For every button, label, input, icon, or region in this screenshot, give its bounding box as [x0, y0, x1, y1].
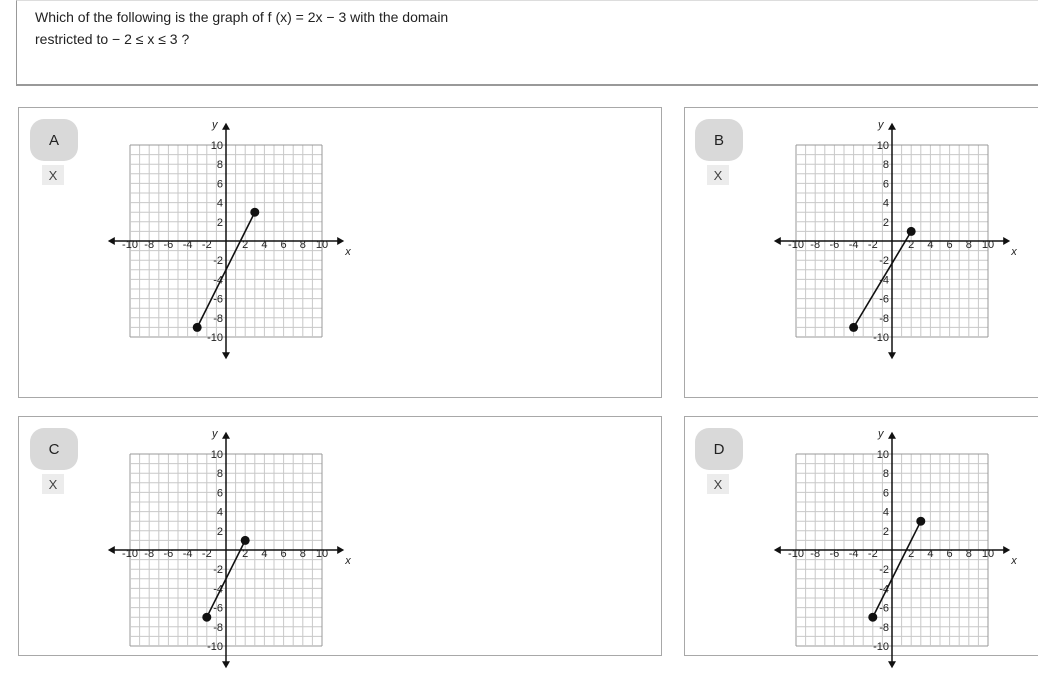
y-tick-label: 2 — [882, 525, 889, 538]
y-tick-label: 10 — [876, 140, 889, 152]
y-tick-label: 4 — [216, 506, 223, 519]
x-tick-label: 10 — [315, 238, 329, 251]
x-tick-label: -4 — [848, 238, 859, 251]
x-axis-label: x — [345, 246, 351, 258]
y-tick-label: -4 — [879, 274, 889, 287]
y-tick-label: 6 — [882, 178, 889, 191]
graph-d — [762, 420, 1022, 680]
y-tick-label: 2 — [216, 525, 223, 538]
x-tick-label: 8 — [965, 547, 972, 560]
y-tick-label: -8 — [213, 621, 223, 634]
x-tick-label: 6 — [946, 238, 953, 251]
y-tick-label: 4 — [882, 506, 889, 519]
y-tick-label: 10 — [876, 449, 889, 461]
y-tick-label: -2 — [213, 255, 223, 268]
x-tick-label: 6 — [280, 238, 287, 251]
x-tick-label: -4 — [182, 238, 193, 251]
axis-arrow — [108, 237, 115, 245]
y-tick-label: -8 — [213, 312, 223, 325]
x-tick-label: 4 — [261, 238, 268, 251]
y-tick-label: -10 — [873, 332, 889, 344]
y-tick-label: 8 — [216, 468, 223, 481]
x-tick-label: 8 — [299, 238, 306, 251]
y-tick-label: 6 — [882, 487, 889, 500]
x-tick-label: -2 — [867, 238, 878, 251]
x-tick-label: -4 — [848, 547, 859, 560]
eliminate-option-b-button[interactable]: X — [707, 165, 729, 185]
graph-c — [96, 420, 356, 680]
y-tick-label: 8 — [882, 468, 889, 481]
y-tick-label: -8 — [879, 312, 889, 325]
y-axis-label: y — [878, 118, 884, 131]
y-tick-label: 2 — [216, 216, 223, 229]
axis-arrow — [774, 546, 781, 554]
y-tick-label: -4 — [213, 274, 223, 287]
axis-arrow — [1003, 546, 1010, 554]
segment-start-point — [193, 323, 202, 332]
y-tick-label: 10 — [210, 449, 223, 461]
y-tick-label: 4 — [216, 197, 223, 210]
x-tick-label: 10 — [315, 547, 329, 560]
x-tick-label: 10 — [981, 238, 995, 251]
x-tick-label: 2 — [242, 547, 249, 560]
x-tick-label: -8 — [144, 547, 155, 560]
axis-arrow — [1003, 237, 1010, 245]
axis-arrow — [888, 123, 896, 130]
y-tick-label: -10 — [873, 641, 889, 653]
question-text-line1: Which of the following is the graph of f (x) = 2x − 3 with the domain — [35, 9, 449, 25]
y-tick-label: -6 — [213, 293, 223, 306]
segment-start-point — [868, 613, 877, 622]
eliminate-option-c-button[interactable]: X — [42, 474, 64, 494]
segment-end-point — [907, 227, 916, 236]
axis-arrow — [774, 237, 781, 245]
y-tick-label: 2 — [882, 216, 889, 229]
axis-arrow — [108, 546, 115, 554]
axis-arrow — [888, 352, 896, 359]
x-axis-label: x — [345, 555, 351, 567]
x-tick-label: -10 — [788, 547, 804, 560]
x-tick-label: -6 — [829, 238, 840, 251]
axis-arrow — [337, 546, 344, 554]
y-tick-label: 6 — [216, 178, 223, 191]
y-tick-label: 8 — [882, 159, 889, 172]
eliminate-option-d-button[interactable]: X — [707, 474, 729, 494]
segment-end-point — [916, 517, 925, 526]
y-tick-label: -10 — [207, 641, 223, 653]
axis-arrow — [222, 352, 230, 359]
x-tick-label: -4 — [182, 547, 193, 560]
y-axis-label: y — [212, 427, 218, 440]
segment-start-point — [202, 613, 211, 622]
x-tick-label: 2 — [908, 238, 915, 251]
x-tick-label: 6 — [280, 547, 287, 560]
axis-arrow — [222, 661, 230, 668]
x-tick-label: 8 — [299, 547, 306, 560]
x-tick-label: 4 — [927, 547, 934, 560]
y-tick-label: -2 — [879, 564, 889, 577]
x-tick-label: -2 — [867, 547, 878, 560]
y-tick-label: -6 — [879, 602, 889, 615]
graph-b — [762, 111, 1022, 371]
axis-arrow — [222, 432, 230, 439]
axis-arrow — [888, 432, 896, 439]
eliminate-option-a-button[interactable]: X — [42, 165, 64, 185]
x-tick-label: -10 — [122, 547, 138, 560]
x-tick-label: 4 — [261, 547, 268, 560]
y-tick-label: -2 — [879, 255, 889, 268]
x-tick-label: 6 — [946, 547, 953, 560]
option-d-button[interactable]: D — [695, 428, 743, 470]
x-tick-label: -6 — [163, 238, 174, 251]
x-tick-label: -8 — [144, 238, 155, 251]
x-tick-label: 2 — [908, 547, 915, 560]
y-tick-label: 4 — [882, 197, 889, 210]
x-tick-label: -2 — [201, 547, 212, 560]
x-tick-label: 10 — [981, 547, 995, 560]
x-tick-label: -10 — [788, 238, 804, 251]
x-tick-label: -6 — [163, 547, 174, 560]
y-axis-label: y — [212, 118, 218, 131]
question-box — [16, 0, 1038, 86]
x-axis-label: x — [1011, 246, 1017, 258]
option-b-button[interactable]: B — [695, 119, 743, 161]
x-tick-label: -6 — [829, 547, 840, 560]
x-axis-label: x — [1011, 555, 1017, 567]
question-text-line2: restricted to − 2 ≤ x ≤ 3 ? — [35, 31, 190, 47]
y-axis-label: y — [878, 427, 884, 440]
x-tick-label: 4 — [927, 238, 934, 251]
option-a-button[interactable]: A — [30, 119, 78, 161]
y-tick-label: -2 — [213, 564, 223, 577]
y-tick-label: -4 — [213, 583, 223, 596]
x-tick-label: -8 — [810, 238, 821, 251]
x-tick-label: -2 — [201, 238, 212, 251]
x-tick-label: -8 — [810, 547, 821, 560]
axis-arrow — [888, 661, 896, 668]
y-tick-label: -10 — [207, 332, 223, 344]
x-tick-label: 2 — [242, 238, 249, 251]
segment-end-point — [250, 208, 259, 217]
y-tick-label: -8 — [879, 621, 889, 634]
segment-end-point — [241, 536, 250, 545]
option-c-button[interactable]: C — [30, 428, 78, 470]
y-tick-label: -6 — [879, 293, 889, 306]
x-tick-label: 8 — [965, 238, 972, 251]
x-tick-label: -10 — [122, 238, 138, 251]
segment-start-point — [849, 323, 858, 332]
y-tick-label: 6 — [216, 487, 223, 500]
graph-a — [96, 111, 356, 371]
axis-arrow — [337, 237, 344, 245]
y-tick-label: 10 — [210, 140, 223, 152]
y-tick-label: 8 — [216, 159, 223, 172]
axis-arrow — [222, 123, 230, 130]
y-tick-label: -4 — [879, 583, 889, 596]
y-tick-label: -6 — [213, 602, 223, 615]
